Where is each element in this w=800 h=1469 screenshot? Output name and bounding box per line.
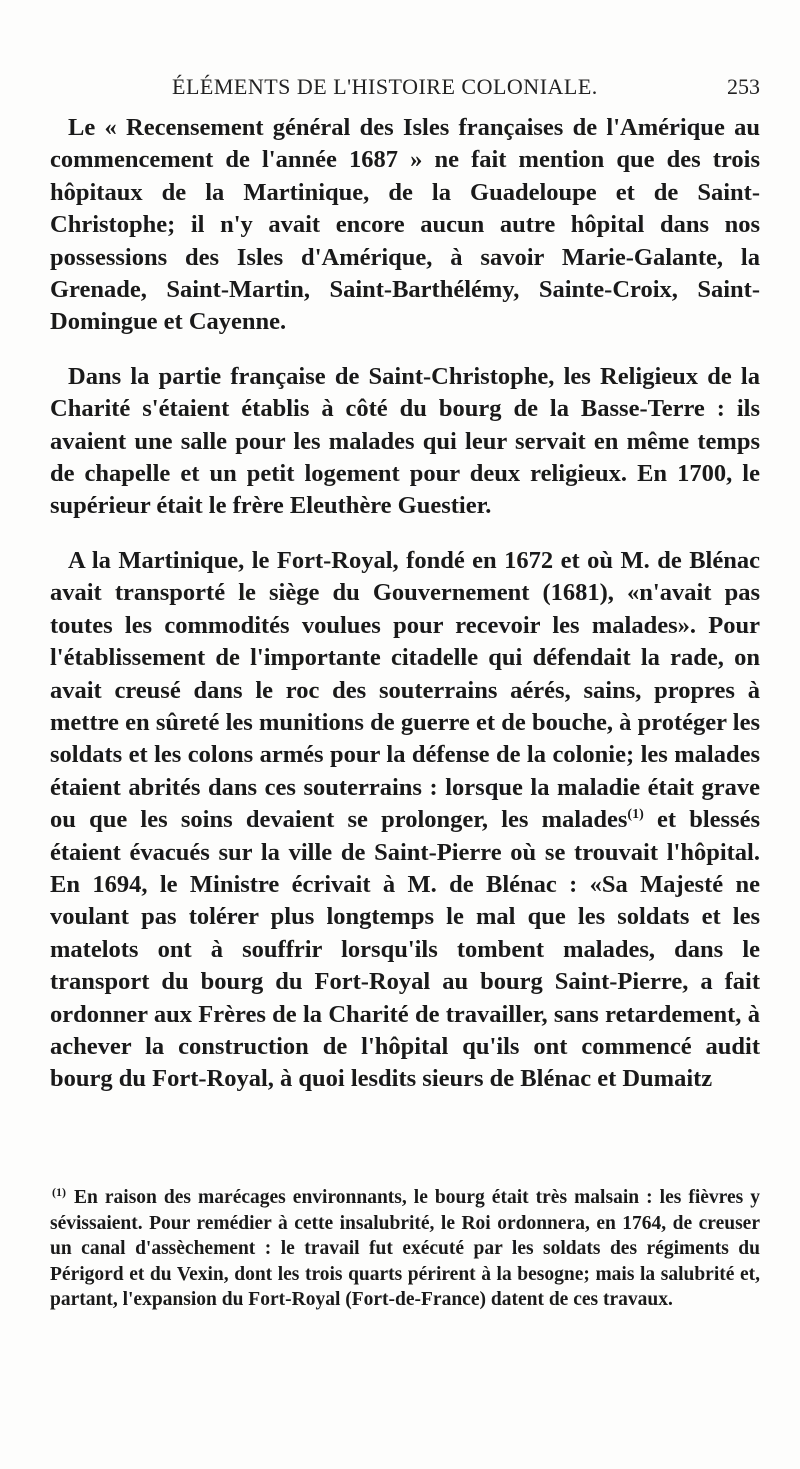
main-text [50, 112, 760, 1118]
paragraph-2: Dans la partie française de Saint-Christophe, les Religieux de la Charité s'étaient établis à côté du bourg de la Basse-Terre : ils avaient une salle pour les malades qui leur servait en même temps de chapelle et un petit logement pour deux religieux. En 1700, le supérieur était le frère Eleuthère Guestier. [50, 362, 760, 520]
running-title: ÉLÉMENTS DE L'HISTOIRE COLONIALE. [172, 74, 598, 99]
paragraph-3-part-2: et blessés étaient évacués sur la ville de Saint-Pierre où se trouvait l'hôpital. En 1694, le Ministre écrivait à M. de Blénac : «Sa Majesté ne voulant pas tolérer plus longtemps le mal que les soldats et les matelots ont à souffrir lorsqu'ils tombent malades, dans le transport du bourg du Fort-Royal au bourg Saint-Pierre, a fait ordonner aux Frères de la Charité de travailler, sans retardement, à achever la construction de l'hôpital qu'ils ont commencé audit bourg du Fort-Royal, à quoi lesdits sieurs de Blénac et Dumaitz [50, 806, 760, 1093]
paragraph-1: Le « Recensement général des Isles françaises de l'Amérique au commencement de l'année 1687 » ne fait mention que des trois hôpitaux de la Martinique, de la Guadeloupe et de Saint-Christophe; il n'y avait encore aucun autre hôpital dans nos possessions des Isles d'Amérique, à savoir Marie-Galante, la Grenade, Saint-Martin, Saint-Barthélémy, Sainte-Croix, Saint-Domingue et Cayenne. [50, 114, 760, 336]
page-number: 253 [727, 74, 760, 99]
footnote-marker: (1) [52, 1184, 66, 1199]
page-header [50, 74, 760, 104]
paragraph-3 [50, 545, 760, 1096]
paragraph-3-part-1: A la Martinique, le Fort-Royal, fondé en 1672 et où M. de Blénac avait transporté le siège du Gouvernement (1681), «n'avait pas toutes les commodités voulues pour recevoir les malades». Pour l'établissement de l'importante citadelle qui défendait la rade, on avait creusé dans le roc des souterrains aérés, sains, propres à mettre en sûreté les munitions de guerre et de bouche, à protéger les soldats et les colons armés pour la défense de la colonie; les malades étaient abrités dans ces souterrains : lorsque la maladie était grave ou que les soins devaient se prolonger, les malades [50, 546, 760, 834]
footnote-text: En raison des marécages environnants, le bourg était très malsain : les fièvres y sévissaient. Pour remédier à cette insalubrité, le Roi ordonnera, en 1764, de creuser un canal d'assèchement : le travail fut exécuté par les soldats des régiments du Périgord et du Vexin, dont les trois quarts périrent à la besogne; mais la salubrité et, partant, l'expansion du Fort-Royal (Fort-de-France) datent de ces travaux. [50, 1187, 760, 1311]
footnote-reference: (1) [627, 806, 644, 822]
footnote [50, 1185, 760, 1313]
